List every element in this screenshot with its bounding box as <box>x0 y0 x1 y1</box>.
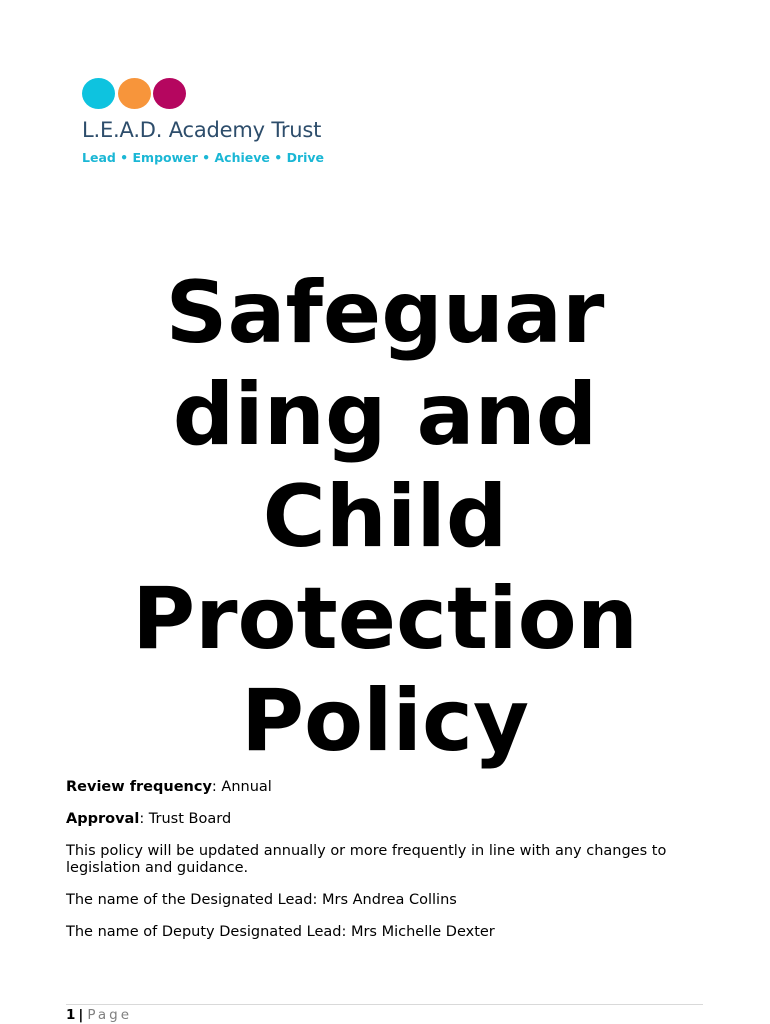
page-label: Page <box>87 1007 133 1023</box>
review-frequency-line <box>66 779 716 796</box>
approval-value: : Trust Board <box>139 811 232 827</box>
approval-label: Approval <box>66 811 140 827</box>
page-number: 1 <box>66 1007 76 1023</box>
footer-divider <box>66 1004 703 1005</box>
title-line: Child <box>262 467 508 567</box>
logo-tagline: Lead • Empower • Achieve • Drive <box>82 150 325 165</box>
document-title <box>60 262 710 772</box>
logo-dot-orange <box>118 78 151 109</box>
update-note: This policy will be updated annually or more frequently in line with any changes to legislation and guidance. <box>66 843 667 876</box>
logo-dot-magenta <box>153 78 186 109</box>
page-footer <box>66 1007 132 1023</box>
title-line: ding and <box>172 365 598 465</box>
logo-org-name: L.E.A.D. Academy Trust <box>82 118 322 142</box>
designated-lead: The name of the Designated Lead: Mrs Andrea Collins <box>66 892 457 908</box>
title-line: Protection <box>132 569 638 669</box>
review-frequency-value: : Annual <box>211 779 272 795</box>
logo-dots <box>82 78 192 110</box>
policy-details <box>66 779 716 956</box>
title-line: Policy <box>240 671 530 771</box>
review-frequency-label: Review frequency <box>66 779 212 795</box>
title-line: Safeguar <box>165 263 605 363</box>
approval-line <box>66 811 716 828</box>
logo-dot-cyan <box>82 78 115 109</box>
trust-logo <box>82 78 342 170</box>
deputy-designated-lead: The name of Deputy Designated Lead: Mrs Michelle Dexter <box>66 924 495 940</box>
footer-separator: | <box>78 1007 84 1023</box>
